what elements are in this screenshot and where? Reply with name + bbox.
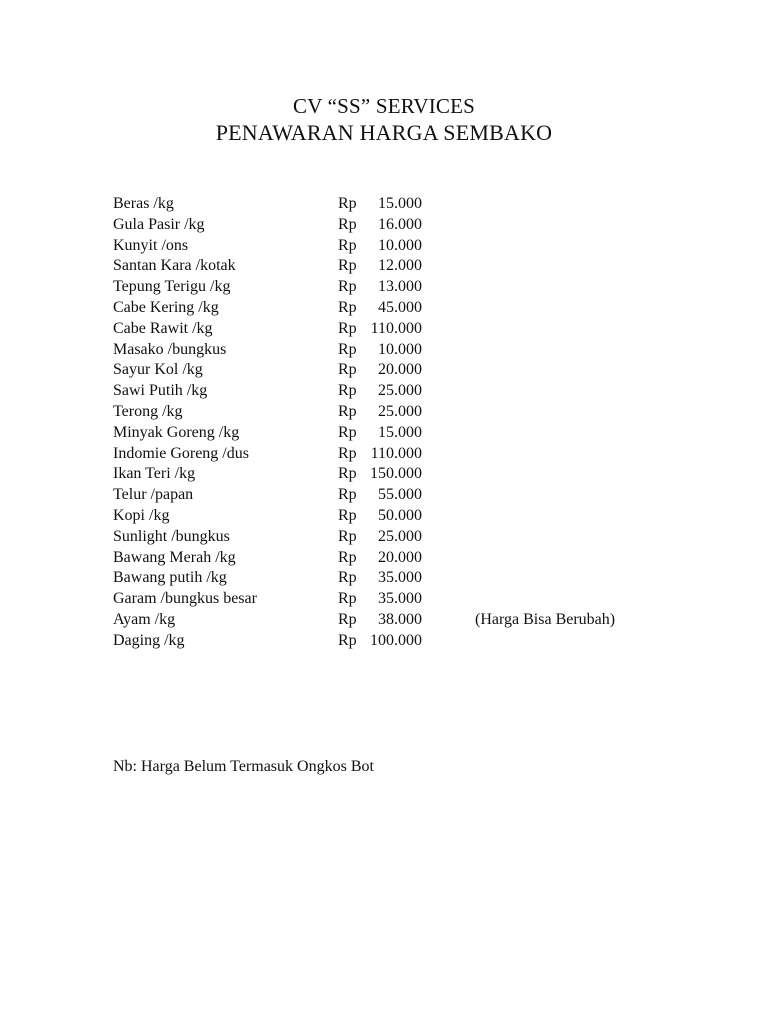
item-price: 10.000 [378, 340, 422, 358]
price-row [113, 631, 673, 652]
item-name: Sawi Putih /kg [113, 382, 208, 400]
price-list [113, 194, 673, 652]
item-name: Gula Pasir /kg [113, 215, 205, 233]
price-row [113, 381, 673, 402]
item-name: Kunyit /ons [113, 236, 189, 254]
item-name: Masako /bungkus [113, 340, 227, 358]
price-row [113, 215, 673, 236]
price-row [113, 444, 673, 465]
currency-label: Rp [338, 361, 357, 379]
currency-label: Rp [338, 610, 357, 628]
currency-label: Rp [338, 278, 357, 296]
price-row [113, 506, 673, 527]
item-price: 12.000 [378, 257, 422, 275]
item-name: Garam /bungkus besar [113, 590, 257, 608]
item-price: 150.000 [370, 465, 422, 483]
item-price: 38.000 [378, 610, 422, 628]
item-name: Ikan Teri /kg [113, 465, 196, 483]
item-name: Telur /papan [113, 486, 194, 504]
item-price: 35.000 [378, 569, 422, 587]
item-name: Kopi /kg [113, 506, 170, 524]
item-price: 35.000 [378, 590, 422, 608]
price-row [113, 589, 673, 610]
price-change-note: (Harga Bisa Berubah) [475, 610, 616, 628]
item-price: 20.000 [378, 361, 422, 379]
item-price: 15.000 [378, 195, 422, 212]
currency-label: Rp [338, 569, 357, 587]
price-row [113, 527, 673, 548]
item-name: Indomie Goreng /dus [113, 444, 249, 462]
currency-label: Rp [338, 195, 357, 212]
item-name: Sunlight /bungkus [113, 527, 230, 545]
item-price: 20.000 [378, 548, 422, 566]
item-price: 25.000 [378, 402, 422, 420]
footnote: Nb: Harga Belum Termasuk Ongkos Bot [113, 758, 374, 775]
item-price: 15.000 [378, 423, 422, 441]
item-name: Cabe Kering /kg [113, 298, 219, 316]
item-name: Cabe Rawit /kg [113, 319, 213, 337]
item-name: Santan Kara /kotak [113, 257, 236, 275]
currency-label: Rp [338, 402, 357, 420]
price-row [113, 360, 673, 381]
currency-label: Rp [338, 506, 357, 524]
currency-label: Rp [338, 257, 357, 275]
currency-label: Rp [338, 465, 357, 483]
currency-label: Rp [338, 382, 357, 400]
price-row [113, 485, 673, 506]
page-title: PENAWARAN HARGA SEMBAKO [215, 120, 553, 145]
currency-label: Rp [338, 236, 357, 254]
item-name: Daging /kg [113, 631, 185, 649]
price-row [113, 298, 673, 319]
currency-label: Rp [338, 319, 357, 337]
price-row [113, 548, 673, 569]
company-title: CV “SS” SERVICES [293, 94, 475, 118]
price-row [113, 319, 673, 340]
item-name: Bawang putih /kg [113, 569, 227, 587]
item-price: 110.000 [370, 319, 422, 337]
currency-label: Rp [338, 590, 357, 608]
item-price: 45.000 [378, 298, 422, 316]
currency-label: Rp [338, 631, 357, 649]
price-row [113, 340, 673, 361]
price-row [113, 236, 673, 257]
currency-label: Rp [338, 340, 357, 358]
item-price: 55.000 [378, 486, 422, 504]
item-name: Beras /kg [113, 195, 174, 212]
currency-label: Rp [338, 298, 357, 316]
currency-label: Rp [338, 423, 357, 441]
price-row [113, 194, 673, 215]
item-name: Terong /kg [113, 402, 183, 420]
item-price: 25.000 [378, 382, 422, 400]
currency-label: Rp [338, 215, 357, 233]
item-price: 13.000 [378, 278, 422, 296]
currency-label: Rp [338, 444, 357, 462]
price-row [113, 423, 673, 444]
item-price: 16.000 [378, 215, 422, 233]
price-row [113, 464, 673, 485]
price-row [113, 610, 673, 631]
item-price: 25.000 [378, 527, 422, 545]
price-row [113, 277, 673, 298]
item-name: Tepung Terigu /kg [113, 278, 231, 296]
currency-label: Rp [338, 527, 357, 545]
item-name: Minyak Goreng /kg [113, 423, 240, 441]
price-row [113, 568, 673, 589]
item-name: Bawang Merah /kg [113, 548, 236, 566]
item-price: 50.000 [378, 506, 422, 524]
currency-label: Rp [338, 486, 357, 504]
currency-label: Rp [338, 548, 357, 566]
item-price: 10.000 [378, 236, 422, 254]
item-name: Ayam /kg [113, 610, 176, 628]
price-row [113, 402, 673, 423]
item-price: 110.000 [370, 444, 422, 462]
item-price: 100.000 [370, 631, 422, 649]
price-row [113, 256, 673, 277]
item-name: Sayur Kol /kg [113, 361, 203, 379]
